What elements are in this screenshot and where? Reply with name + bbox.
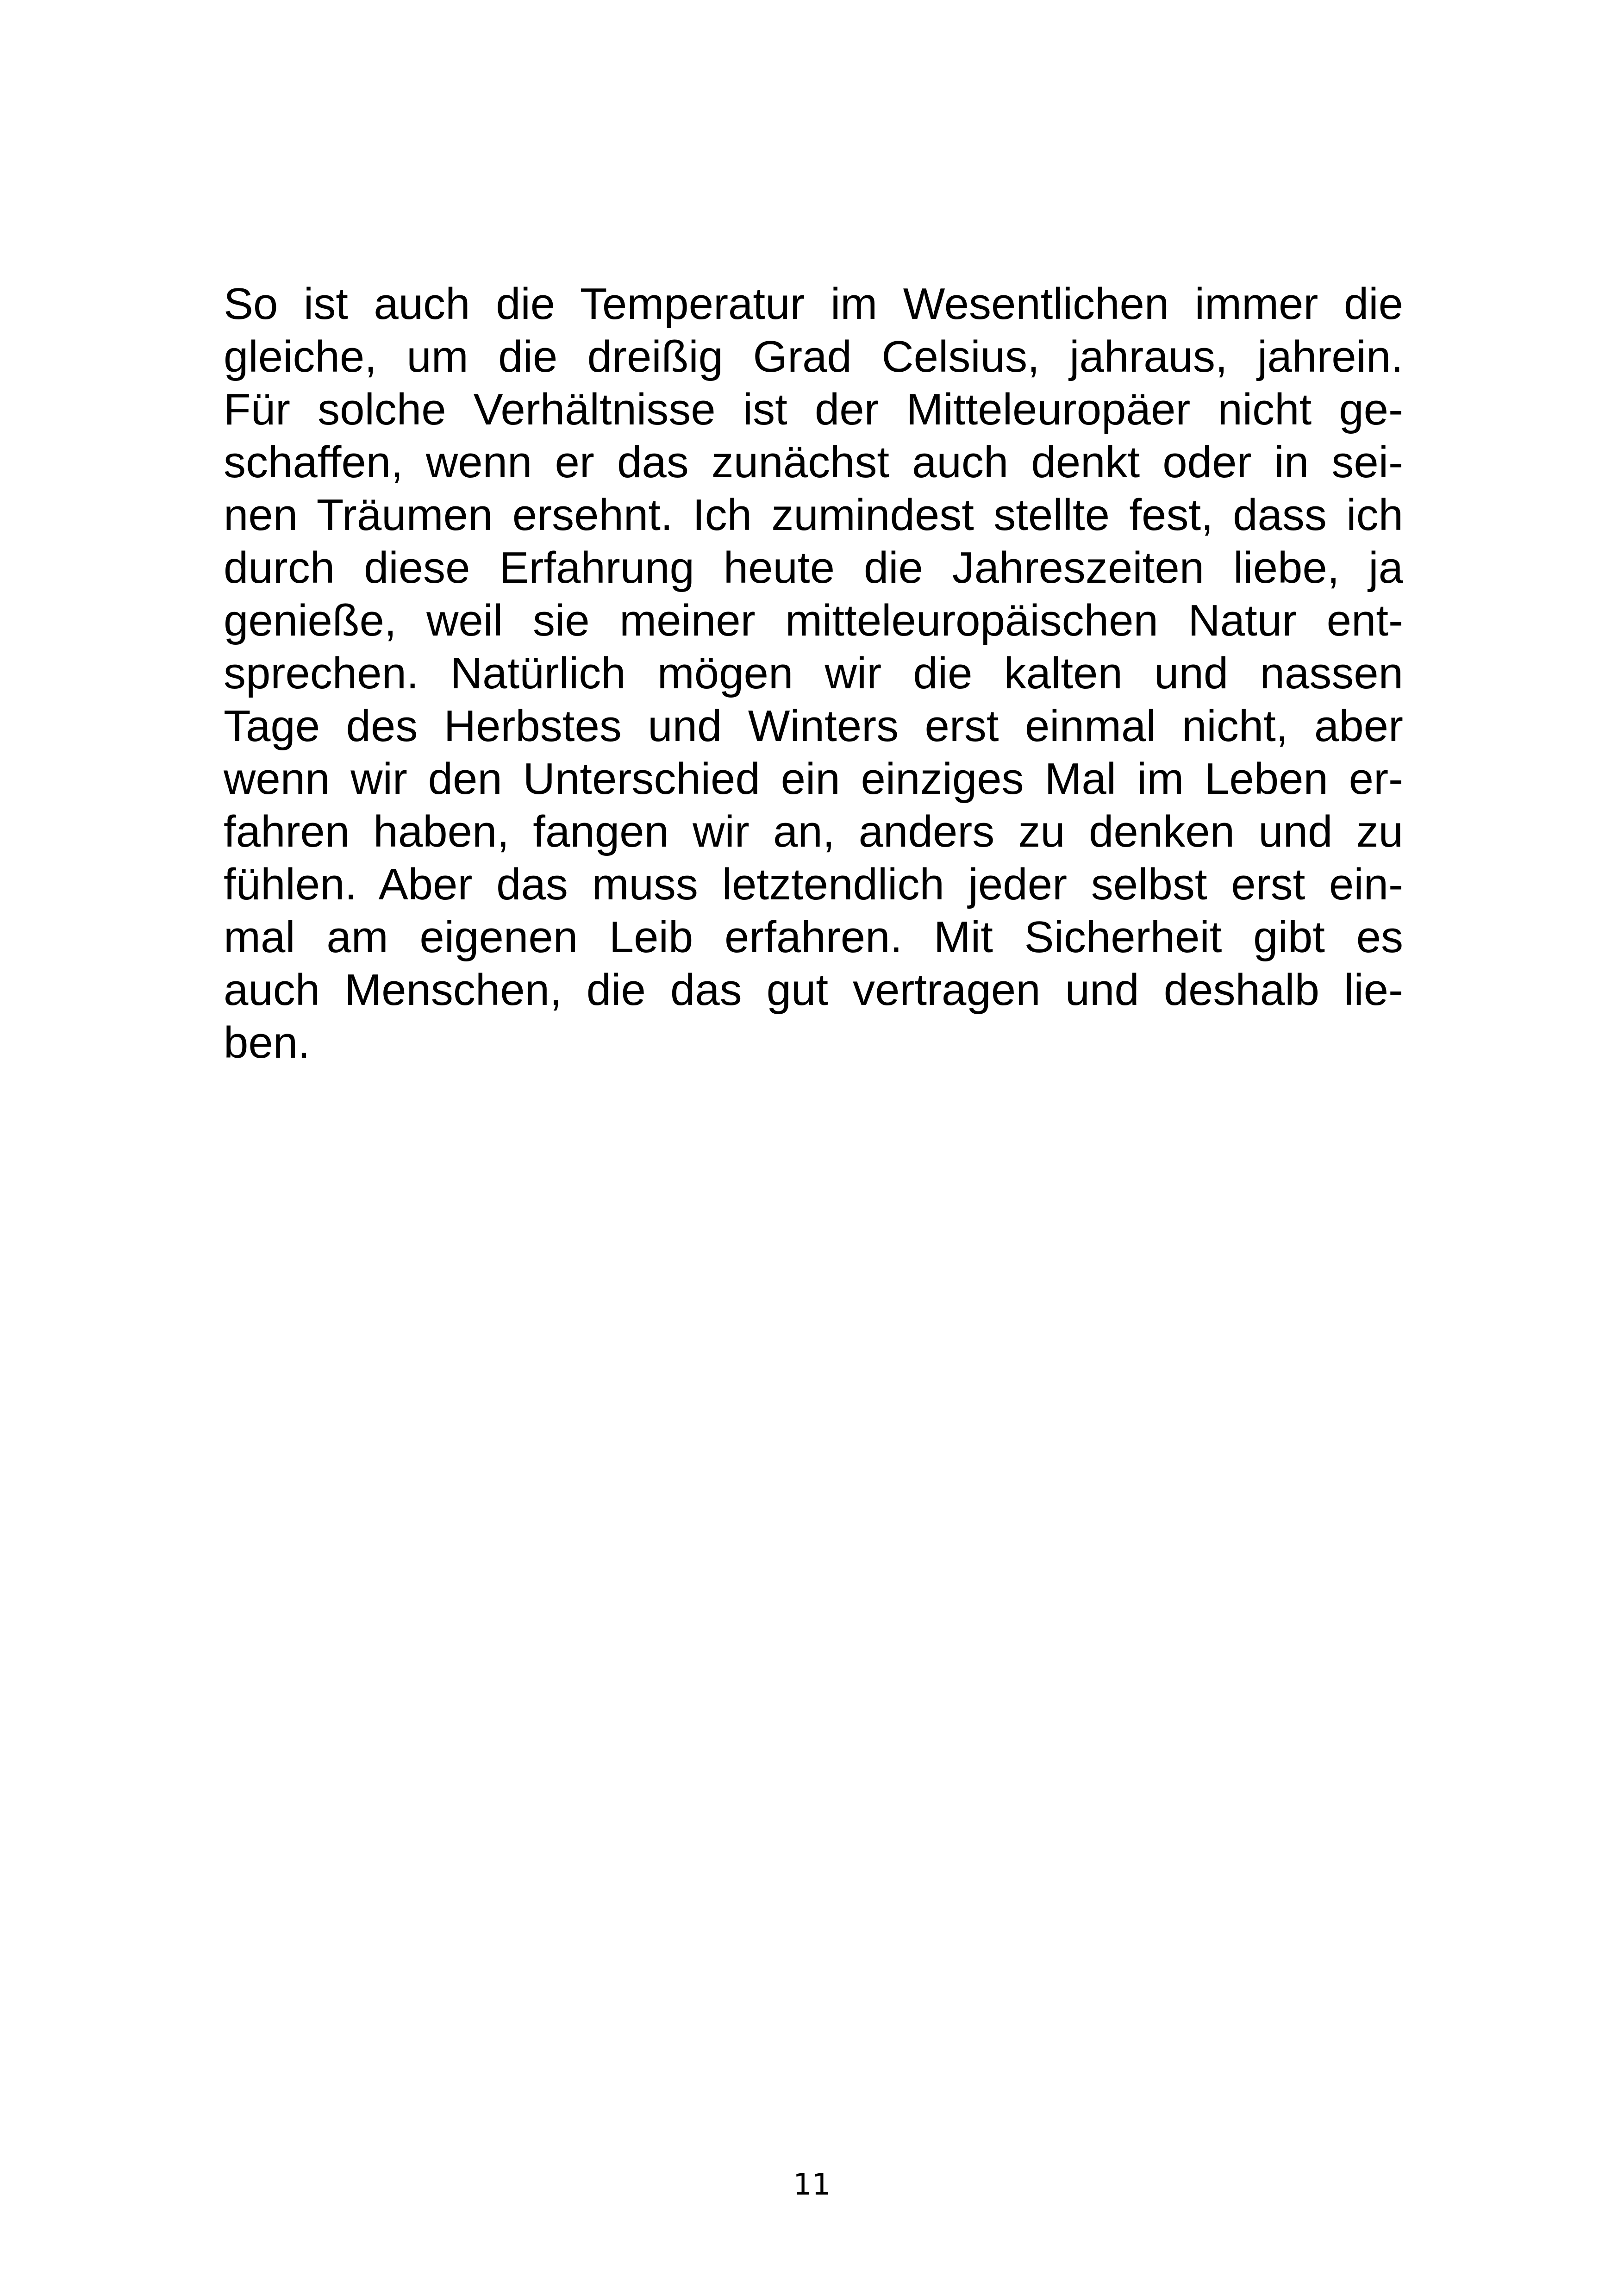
text-line: Tage des Herbstes und Winters erst einmal nicht, aber — [224, 701, 1403, 751]
text-line: fahren haben, fangen wir an, anders zu denken und zu — [224, 807, 1403, 856]
text-line: sprechen. Natürlich mögen wir die kalten und nassen — [224, 649, 1403, 698]
text-line: schaffen, wenn er das zunächst auch denkt oder in sei- — [224, 437, 1403, 487]
text-line: nen Träumen ersehnt. Ich zumindest stellte fest, dass ich — [224, 490, 1403, 540]
text-line: Für solche Verhältnisse ist der Mitteleuropäer nicht ge- — [224, 385, 1403, 434]
text-line: fühlen. Aber das muss letztendlich jeder selbst erst ein- — [224, 860, 1403, 909]
page-number: 11 — [793, 2168, 831, 2202]
text-line: So ist auch die Temperatur im Wesentlichen immer die — [224, 279, 1403, 329]
text-line: genieße, weil sie meiner mitteleuropäischen Natur ent- — [224, 596, 1403, 645]
text-line: wenn wir den Unterschied ein einziges Mal im Leben er- — [224, 754, 1403, 804]
text-line: ben. — [224, 1018, 310, 1067]
text-line: durch diese Erfahrung heute die Jahreszeiten liebe, ja — [224, 543, 1403, 592]
text-line: mal am eigenen Leib erfahren. Mit Sicherheit gibt es — [224, 912, 1403, 962]
text-line: auch Menschen, die das gut vertragen und deshalb lie- — [224, 965, 1403, 1015]
body-paragraph — [224, 278, 1403, 1069]
text-line: gleiche, um die dreißig Grad Celsius, jahraus, jahrein. — [224, 332, 1403, 381]
